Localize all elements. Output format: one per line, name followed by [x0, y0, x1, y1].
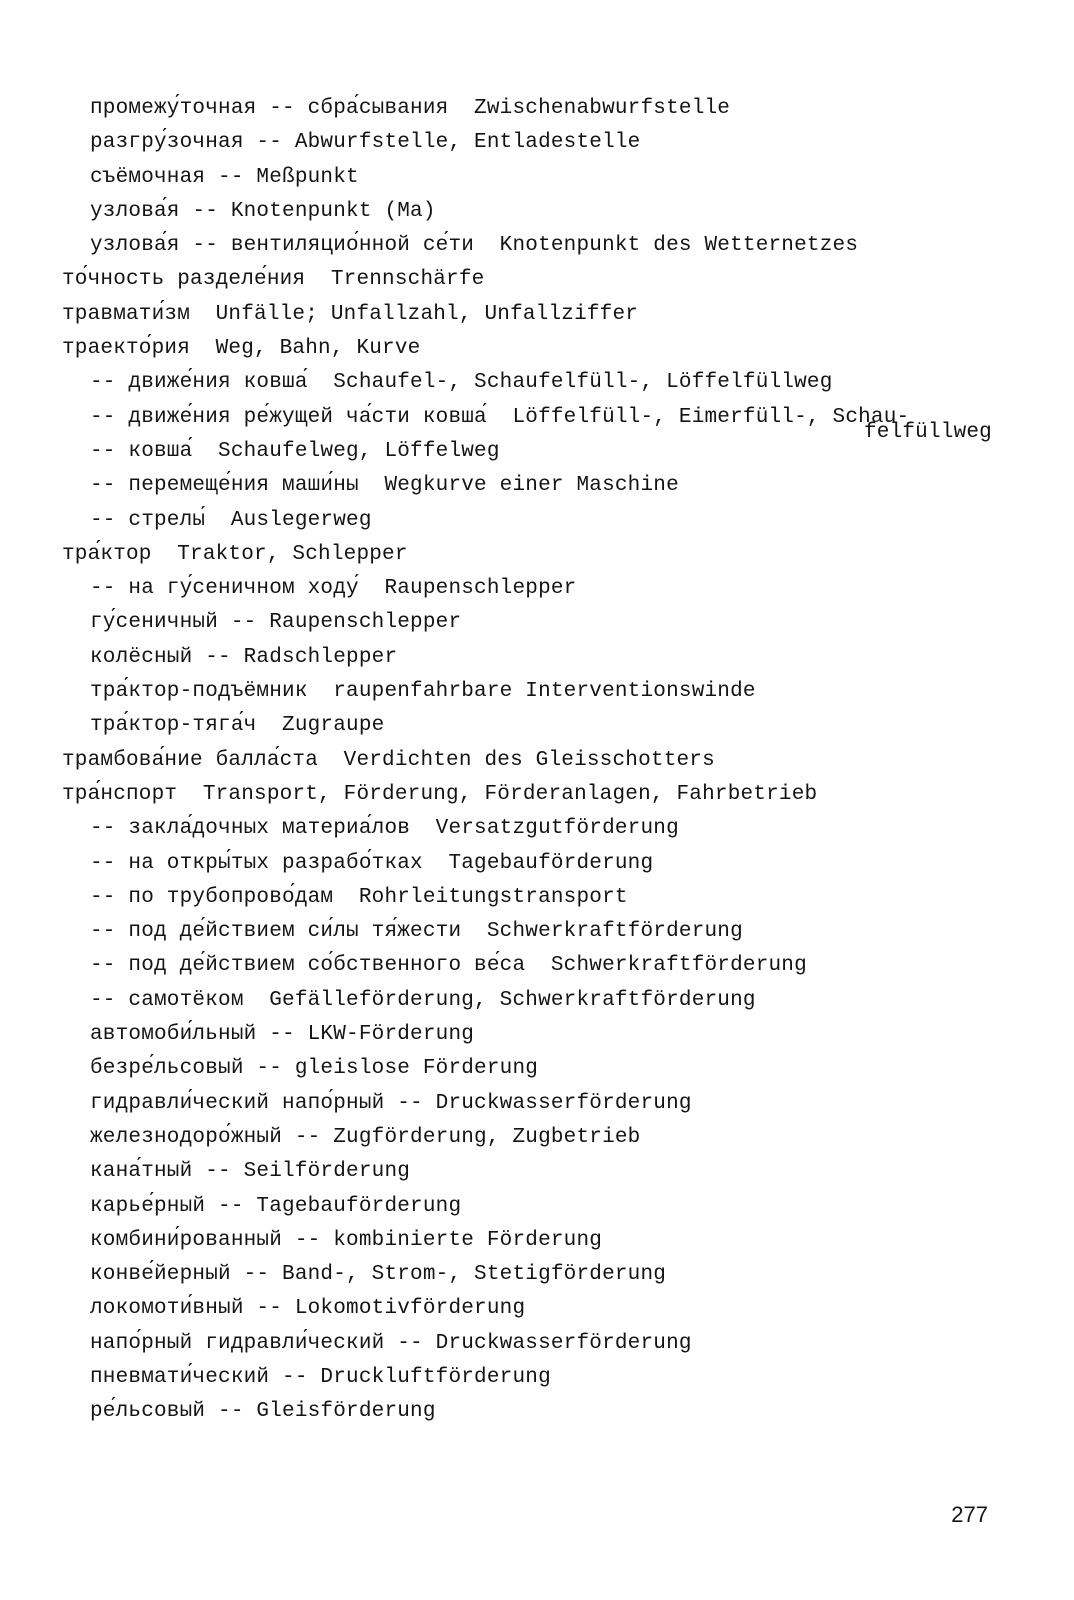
headword-entry	[62, 778, 1022, 812]
entry-text: -- движе́ния ре́жущей ча́сти ковша́ Löffelfüll-, Eimerfüll-, Schau-	[90, 405, 910, 429]
sub-entry	[62, 366, 1022, 400]
sub-entry	[62, 1087, 1022, 1121]
entry-text: -- перемеще́ния маши́ны Wegkurve einer Maschine	[90, 474, 679, 498]
entry-list	[62, 92, 1022, 1430]
entry-text: -- движе́ния ковша́ Schaufel-, Schaufelfüll-, Löffelfüllweg	[90, 371, 833, 395]
entry-text: -- по трубопрово́дам Rohrleitungstransport	[90, 885, 628, 909]
entry-text: локомоти́вный -- Lokomotivförderung	[90, 1297, 526, 1321]
entry-text: напо́рный гидравли́ческий -- Druckwasserförderung	[90, 1331, 692, 1355]
entry-text: то́чность разделе́ния Trennschärfe	[62, 268, 485, 292]
headword-entry	[62, 744, 1022, 778]
sub-entry	[62, 572, 1022, 606]
sub-entry	[62, 709, 1022, 743]
sub-entry	[62, 915, 1022, 949]
sub-entry	[62, 1258, 1022, 1292]
sub-entry	[62, 420, 1022, 469]
entry-text: тра́нспорт Transport, Förderung, Förderanlagen, Fahrbetrieb	[62, 782, 818, 806]
headword-entry	[62, 538, 1022, 572]
entry-text: ре́льсовый -- Gleisförderung	[90, 1400, 436, 1424]
headword-entry	[62, 298, 1022, 332]
entry-text: -- под де́йствием си́лы тя́жести Schwerkraftförderung	[90, 920, 743, 944]
sub-entry	[62, 229, 1022, 263]
sub-entry	[62, 504, 1022, 538]
entry-text: -- стрелы́ Auslegerweg	[90, 508, 372, 532]
sub-entry	[62, 675, 1022, 709]
entry-text: -- под де́йствием со́бственного ве́са Schwerkraftförderung	[90, 954, 807, 978]
entry-text: разгру́зочная -- Abwurfstelle, Entladestelle	[90, 131, 641, 155]
sub-entry	[62, 1292, 1022, 1326]
entry-text: промежу́точная -- сбра́сывания Zwischenabwurfstelle	[90, 97, 731, 120]
sub-entry	[62, 847, 1022, 881]
sub-entry	[62, 1224, 1022, 1258]
entry-text: -- закла́дочных материа́лов Versatzgutförderung	[90, 817, 679, 841]
entry-text: травмати́зм Unfälle; Unfallzahl, Unfallziffer	[62, 302, 639, 326]
entry-continuation: felfüllweg	[863, 420, 992, 444]
sub-entry	[62, 1190, 1022, 1224]
sub-entry	[62, 641, 1022, 675]
headword-entry	[62, 332, 1022, 366]
entry-text: гидравли́ческий напо́рный -- Druckwasserförderung	[90, 1091, 692, 1115]
headword-entry	[62, 263, 1022, 297]
sub-entry	[62, 1395, 1022, 1429]
entry-text: гу́сеничный -- Raupenschlepper	[90, 611, 462, 635]
entry-text: карье́рный -- Tagebauförderung	[90, 1194, 462, 1218]
entry-text: безре́льсовый -- gleislose Förderung	[90, 1057, 539, 1081]
entry-text: колёсный -- Radschlepper	[90, 645, 398, 669]
entry-text: тра́ктор-тяга́ч Zugraupe	[90, 714, 385, 738]
entry-text: -- на откры́тых разрабо́тках Tagebauförderung	[90, 851, 654, 875]
sub-entry	[62, 195, 1022, 229]
entry-text: -- на гу́сеничном ходу́ Raupenschlepper	[90, 577, 577, 601]
entry-text: комбини́рованный -- kombinierte Förderung	[90, 1228, 603, 1252]
sub-entry	[62, 92, 1022, 126]
entry-text: тра́ктор-подъёмник raupenfahrbare Interventionswinde	[90, 680, 756, 704]
sub-entry	[62, 1327, 1022, 1361]
page-number: 277	[951, 1502, 988, 1527]
sub-entry	[62, 949, 1022, 983]
sub-entry	[62, 881, 1022, 915]
sub-entry	[62, 812, 1022, 846]
entry-text: траекто́рия Weg, Bahn, Kurve	[62, 337, 421, 361]
entry-text: пневмати́ческий -- Druckluftförderung	[90, 1365, 551, 1389]
sub-entry	[62, 469, 1022, 503]
sub-entry	[62, 126, 1022, 160]
entry-text: тра́ктор Traktor, Schlepper	[62, 542, 408, 566]
sub-entry	[62, 1121, 1022, 1155]
entry-text: трамбова́ние балла́ста Verdichten des Gleisschotters	[62, 748, 715, 772]
entry-text: -- ковша́ Schaufelweg, Löffelweg	[90, 439, 500, 463]
entry-text: -- самотёком Gefälleförderung, Schwerkraftförderung	[90, 988, 756, 1012]
sub-entry	[62, 1018, 1022, 1052]
entry-text: конве́йерный -- Band-, Strom-, Stetigförderung	[90, 1263, 667, 1287]
sub-entry	[62, 984, 1022, 1018]
sub-entry	[62, 1361, 1022, 1395]
entry-text: съёмочная -- Meßpunkt	[90, 165, 359, 189]
entry-text: узлова́я -- Knotenpunkt (Ma)	[90, 199, 436, 223]
entry-text: узлова́я -- вентиляцио́нной се́ти Knotenpunkt des Wetternetzes	[90, 234, 859, 258]
sub-entry	[62, 161, 1022, 195]
entry-text: кана́тный -- Seilförderung	[90, 1160, 411, 1184]
sub-entry	[62, 1052, 1022, 1086]
entry-text: автомоби́льный -- LKW-Förderung	[90, 1023, 475, 1047]
entry-text: железнодоро́жный -- Zugförderung, Zugbetrieb	[90, 1125, 641, 1149]
sub-entry	[62, 1155, 1022, 1189]
sub-entry	[62, 606, 1022, 640]
